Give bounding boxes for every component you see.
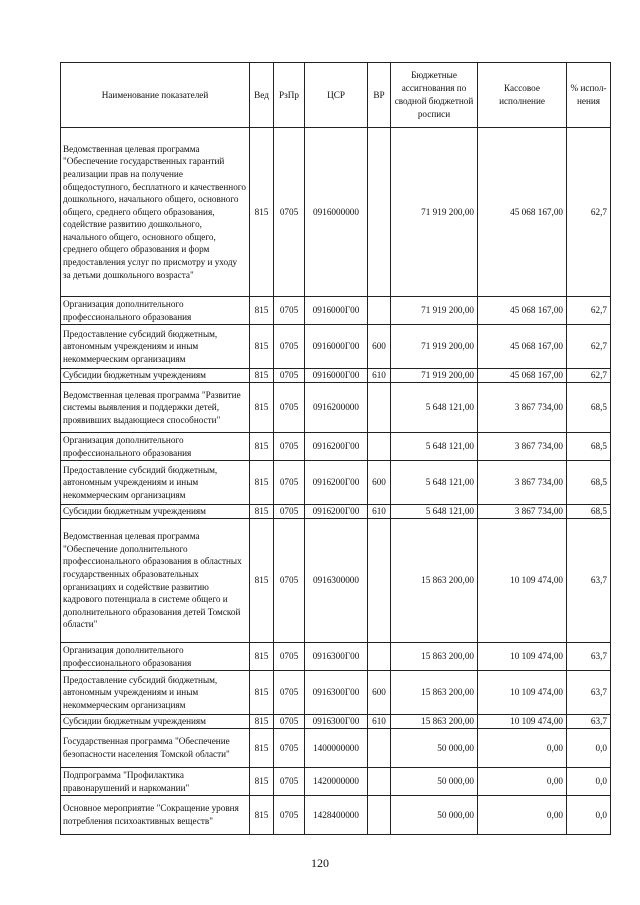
row-budget: 5 648 121,00 xyxy=(391,505,478,519)
header-name: Наименование показателей xyxy=(61,63,250,128)
row-budget: 71 919 200,00 xyxy=(391,369,478,383)
table-row xyxy=(61,433,611,461)
row-rzpr: 0705 xyxy=(274,433,305,461)
row-rzpr: 0705 xyxy=(274,383,305,433)
header-budget: Бюджетные ассигнования по сводной бюджетной росписи xyxy=(391,63,478,128)
row-ved: 815 xyxy=(250,128,274,297)
row-csr: 0916200Г00 xyxy=(305,461,368,505)
row-cash: 45 068 167,00 xyxy=(478,369,567,383)
row-rzpr: 0705 xyxy=(274,643,305,671)
table-row xyxy=(61,729,611,768)
row-vr xyxy=(368,796,391,835)
row-vr: 610 xyxy=(368,369,391,383)
header-ved: Вед xyxy=(250,63,274,128)
row-csr: 1420000000 xyxy=(305,768,368,796)
row-budget: 71 919 200,00 xyxy=(391,297,478,325)
row-cash: 0,00 xyxy=(478,768,567,796)
row-pct: 0,0 xyxy=(567,729,611,768)
row-cash: 45 068 167,00 xyxy=(478,297,567,325)
row-csr: 0916000Г00 xyxy=(305,325,368,369)
row-vr xyxy=(368,297,391,325)
row-vr xyxy=(368,433,391,461)
row-rzpr: 0705 xyxy=(274,519,305,643)
row-name: Государственная программа "Обеспечение безопасности населения Томской области" xyxy=(61,729,250,768)
row-csr: 0916200Г00 xyxy=(305,433,368,461)
row-budget: 50 000,00 xyxy=(391,796,478,835)
row-name: Подпрограмма "Профилактика правонарушений и наркомании" xyxy=(61,768,250,796)
row-name: Предоставление субсидий бюджетным, автономным учреждениям и иным некоммерческим организациям xyxy=(61,325,250,369)
table-row xyxy=(61,128,611,297)
header-csr: ЦСР xyxy=(305,63,368,128)
table-row xyxy=(61,505,611,519)
row-cash: 3 867 734,00 xyxy=(478,505,567,519)
row-budget: 71 919 200,00 xyxy=(391,325,478,369)
row-cash: 3 867 734,00 xyxy=(478,383,567,433)
row-budget: 15 863 200,00 xyxy=(391,715,478,729)
row-pct: 68,5 xyxy=(567,505,611,519)
row-ved: 815 xyxy=(250,297,274,325)
row-csr: 0916300000 xyxy=(305,519,368,643)
table-row xyxy=(61,671,611,715)
row-csr: 1428400000 xyxy=(305,796,368,835)
row-csr: 0916000000 xyxy=(305,128,368,297)
row-ved: 815 xyxy=(250,729,274,768)
header-rzpr: РзПр xyxy=(274,63,305,128)
row-cash: 45 068 167,00 xyxy=(478,128,567,297)
row-name: Предоставление субсидий бюджетным, автономным учреждениям и иным некоммерческим организациям xyxy=(61,671,250,715)
row-vr: 600 xyxy=(368,325,391,369)
row-budget: 50 000,00 xyxy=(391,768,478,796)
row-name: Субсидии бюджетным учреждениям xyxy=(61,505,250,519)
row-rzpr: 0705 xyxy=(274,505,305,519)
row-csr: 0916000Г00 xyxy=(305,297,368,325)
row-csr: 0916200000 xyxy=(305,383,368,433)
table-row xyxy=(61,796,611,835)
row-name: Организация дополнительного профессионального образования xyxy=(61,433,250,461)
row-rzpr: 0705 xyxy=(274,796,305,835)
row-pct: 68,5 xyxy=(567,461,611,505)
row-csr: 0916300Г00 xyxy=(305,671,368,715)
row-budget: 15 863 200,00 xyxy=(391,519,478,643)
row-vr xyxy=(368,643,391,671)
row-rzpr: 0705 xyxy=(274,128,305,297)
row-cash: 10 109 474,00 xyxy=(478,715,567,729)
row-cash: 10 109 474,00 xyxy=(478,671,567,715)
document-page xyxy=(60,62,610,835)
table-body xyxy=(61,128,611,835)
table-row xyxy=(61,325,611,369)
row-rzpr: 0705 xyxy=(274,671,305,715)
table-row xyxy=(61,383,611,433)
row-pct: 68,5 xyxy=(567,433,611,461)
row-vr xyxy=(368,768,391,796)
table-row xyxy=(61,369,611,383)
row-ved: 815 xyxy=(250,671,274,715)
row-pct: 63,7 xyxy=(567,671,611,715)
row-budget: 50 000,00 xyxy=(391,729,478,768)
row-ved: 815 xyxy=(250,325,274,369)
row-name: Ведомственная целевая программа "Обеспечение государственных гарантий реализации прав на получение общедоступного, бесплатного и качественного дошкольного, начального общего, основного общего, среднего общего образования, содействие развитию дошкольного, начального общего, основного общего, среднего общего образования и форм предоставления услуг по присмотру и уходу за детьми дошкольного возраста" xyxy=(61,128,250,297)
row-vr: 600 xyxy=(368,671,391,715)
row-budget: 5 648 121,00 xyxy=(391,433,478,461)
row-rzpr: 0705 xyxy=(274,729,305,768)
row-pct: 68,5 xyxy=(567,383,611,433)
row-cash: 3 867 734,00 xyxy=(478,461,567,505)
row-budget: 71 919 200,00 xyxy=(391,128,478,297)
header-pct: % испол-нения xyxy=(567,63,611,128)
row-ved: 815 xyxy=(250,461,274,505)
row-vr: 600 xyxy=(368,461,391,505)
row-name: Субсидии бюджетным учреждениям xyxy=(61,369,250,383)
row-pct: 62,7 xyxy=(567,128,611,297)
row-ved: 815 xyxy=(250,369,274,383)
row-ved: 815 xyxy=(250,796,274,835)
row-budget: 15 863 200,00 xyxy=(391,671,478,715)
row-cash: 10 109 474,00 xyxy=(478,643,567,671)
row-csr: 0916000Г00 xyxy=(305,369,368,383)
row-cash: 10 109 474,00 xyxy=(478,519,567,643)
row-name: Субсидии бюджетным учреждениям xyxy=(61,715,250,729)
row-csr: 1400000000 xyxy=(305,729,368,768)
row-pct: 62,7 xyxy=(567,297,611,325)
row-pct: 63,7 xyxy=(567,643,611,671)
row-ved: 815 xyxy=(250,519,274,643)
row-budget: 5 648 121,00 xyxy=(391,461,478,505)
budget-table xyxy=(60,62,611,835)
row-cash: 45 068 167,00 xyxy=(478,325,567,369)
row-name: Ведомственная целевая программа "Обеспечение дополнительного профессионального образования в областных государственных образовательных организациях и содействие развитию кадрового потенциала в системе общего и дополнительного образования детей Томской области" xyxy=(61,519,250,643)
row-pct: 63,7 xyxy=(567,715,611,729)
row-ved: 815 xyxy=(250,383,274,433)
row-name: Организация дополнительного профессионального образования xyxy=(61,643,250,671)
row-name: Предоставление субсидий бюджетным, автономным учреждениям и иным некоммерческим организациям xyxy=(61,461,250,505)
row-vr xyxy=(368,383,391,433)
row-ved: 815 xyxy=(250,505,274,519)
row-pct: 62,7 xyxy=(567,369,611,383)
row-cash: 0,00 xyxy=(478,729,567,768)
row-pct: 62,7 xyxy=(567,325,611,369)
table-row xyxy=(61,297,611,325)
row-name: Ведомственная целевая программа "Развитие системы выявления и поддержки детей, проявивших выдающиеся способности" xyxy=(61,383,250,433)
row-name: Основное мероприятие "Сокращение уровня потребления психоактивных веществ" xyxy=(61,796,250,835)
row-vr xyxy=(368,519,391,643)
row-vr: 610 xyxy=(368,715,391,729)
row-vr xyxy=(368,128,391,297)
table-row xyxy=(61,643,611,671)
row-cash: 3 867 734,00 xyxy=(478,433,567,461)
row-rzpr: 0705 xyxy=(274,369,305,383)
row-ved: 815 xyxy=(250,433,274,461)
row-name: Организация дополнительного профессионального образования xyxy=(61,297,250,325)
row-csr: 0916300Г00 xyxy=(305,715,368,729)
table-row xyxy=(61,715,611,729)
row-rzpr: 0705 xyxy=(274,325,305,369)
header-vr: ВР xyxy=(368,63,391,128)
row-pct: 0,0 xyxy=(567,796,611,835)
row-ved: 815 xyxy=(250,715,274,729)
row-budget: 15 863 200,00 xyxy=(391,643,478,671)
row-ved: 815 xyxy=(250,643,274,671)
row-rzpr: 0705 xyxy=(274,461,305,505)
table-header-row xyxy=(61,63,611,128)
row-vr: 610 xyxy=(368,505,391,519)
row-csr: 0916200Г00 xyxy=(305,505,368,519)
row-rzpr: 0705 xyxy=(274,715,305,729)
row-budget: 5 648 121,00 xyxy=(391,383,478,433)
row-pct: 0,0 xyxy=(567,768,611,796)
row-pct: 63,7 xyxy=(567,519,611,643)
row-ved: 815 xyxy=(250,768,274,796)
row-rzpr: 0705 xyxy=(274,297,305,325)
row-vr xyxy=(368,729,391,768)
table-row xyxy=(61,768,611,796)
row-csr: 0916300Г00 xyxy=(305,643,368,671)
table-row xyxy=(61,519,611,643)
table-row xyxy=(61,461,611,505)
header-cash: Кассовое исполнение xyxy=(478,63,567,128)
row-rzpr: 0705 xyxy=(274,768,305,796)
page-number: 120 xyxy=(311,856,329,870)
row-cash: 0,00 xyxy=(478,796,567,835)
